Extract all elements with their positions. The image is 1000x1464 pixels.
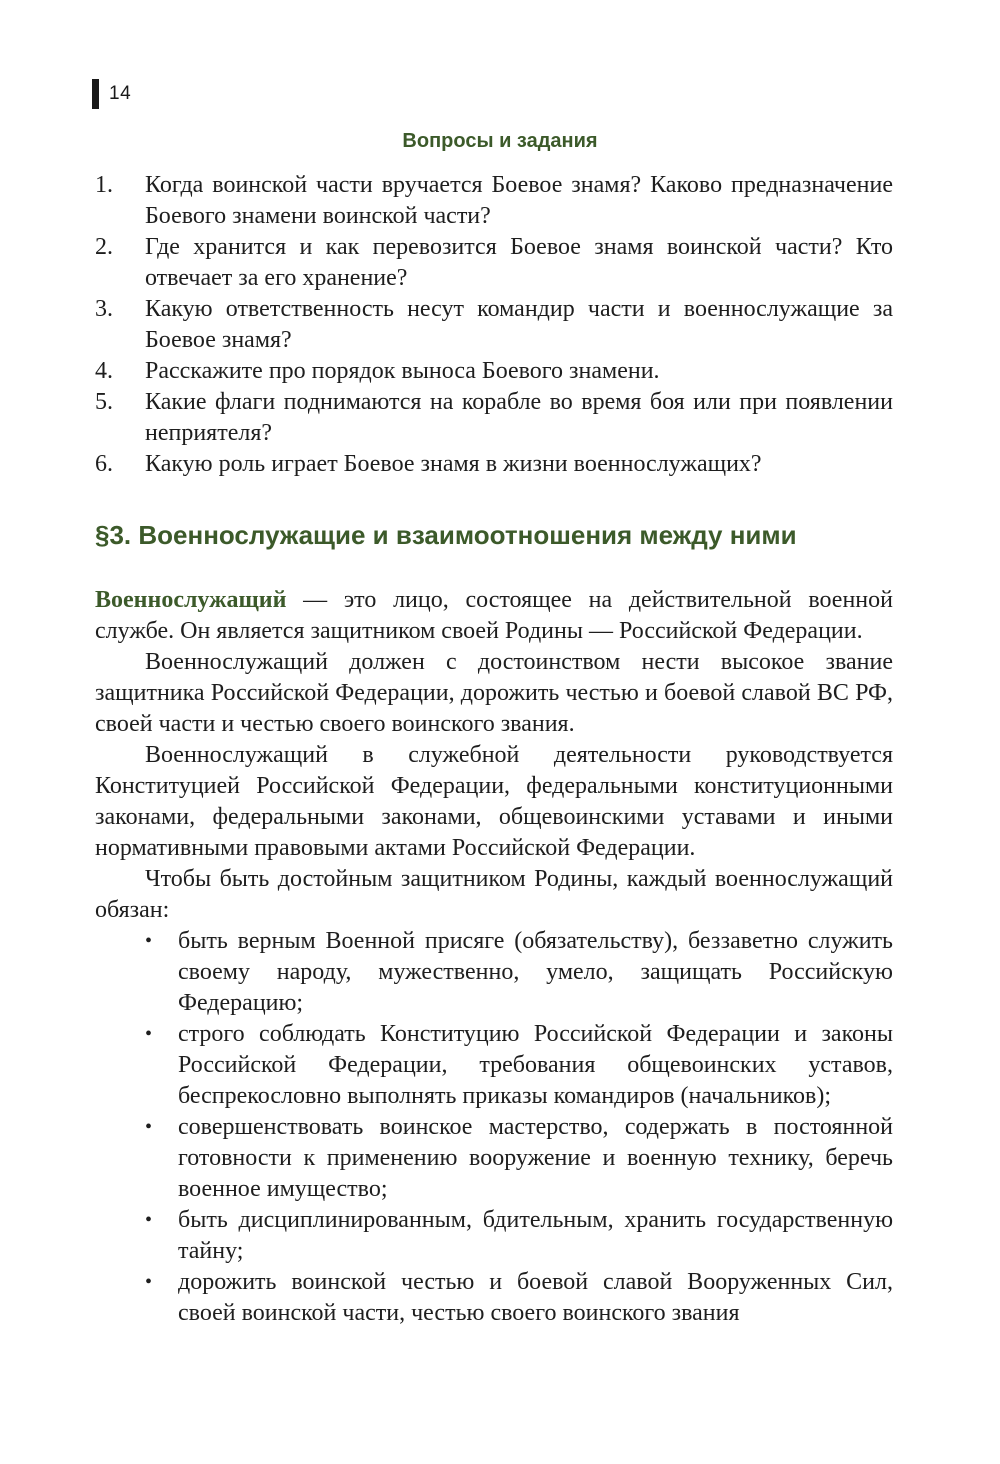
bullet-icon: • — [145, 930, 153, 952]
question-number: 6. — [95, 451, 113, 477]
question-item — [95, 294, 893, 356]
body-paragraph: Военнослужащий должен с достоинством нести высокое звание защитника Российской Федерации, дорожить честью и боевой славой ВС РФ, своей части и честью своего воинского звания. — [95, 649, 893, 737]
page-number — [92, 80, 131, 108]
duty-item — [145, 926, 893, 1019]
question-item — [95, 170, 893, 232]
definition-paragraph — [95, 585, 893, 647]
question-number: 5. — [95, 389, 113, 415]
question-item — [95, 449, 893, 480]
questions-title: Вопросы и задания — [402, 130, 598, 152]
duty-text: совершенствовать воинское мастерство, содержать в постоянной готовности к применению вооружение и военную технику, беречь военное имущество; — [178, 1114, 893, 1202]
question-number: 2. — [95, 234, 113, 260]
question-number: 3. — [95, 296, 113, 322]
question-text: Какую роль играет Боевое знамя в жизни военнослужащих? — [145, 451, 762, 477]
duty-text: быть верным Военной присяге (обязательству), беззаветно служить своему народу, мужественно, умело, защищать Российскую Федерацию; — [178, 928, 893, 1016]
question-number: 1. — [95, 172, 113, 198]
question-text: Где хранится и как перевозится Боевое знамя воинской части? Кто отвечает за его хранение? — [145, 234, 893, 291]
bullet-icon: • — [145, 1023, 153, 1045]
bullet-icon: • — [145, 1116, 153, 1138]
section-title: §3. Военнослужащие и взаимоотношения между ними — [95, 520, 797, 550]
duty-text: строго соблюдать Конституцию Российской Федерации и законы Российской Федерации, требования общевоинских уставов, беспрекословно выполнять приказы командиров (начальников); — [178, 1021, 893, 1109]
question-text: Какую ответственность несут командир части и военнослужащие за Боевое знамя? — [145, 296, 893, 353]
duty-item — [145, 1112, 893, 1205]
duty-text: быть дисциплинированным, бдительным, хранить государственную тайну; — [178, 1207, 893, 1264]
duty-item — [145, 1205, 893, 1267]
section-body — [95, 585, 893, 1329]
bullet-icon: • — [145, 1209, 153, 1231]
question-text: Когда воинской части вручается Боевое знамя? Каково предназначение Боевого знамени воинской части? — [145, 172, 893, 229]
question-item — [95, 387, 893, 449]
defined-term: Военнослужащий — [95, 587, 287, 613]
question-text: Расскажите про порядок выноса Боевого знамени. — [145, 358, 660, 384]
question-item — [95, 356, 893, 387]
bullet-icon: • — [145, 1271, 153, 1293]
duty-item — [145, 1267, 893, 1329]
body-paragraph: Военнослужащий в служебной деятельности руководствуется Конституцией Российской Федерации, федеральными конституционными законами, федеральными законами, общевоинскими уставами и иными нормативными правовыми актами Российской Федерации. — [95, 742, 893, 861]
definition-text: — это лицо, состоящее на действительной военной службе. Он является защитником своей Родины — Российской Федерации. — [95, 587, 893, 644]
question-item — [95, 232, 893, 294]
question-number: 4. — [95, 358, 113, 384]
questions-list — [95, 170, 893, 480]
page-number-text: 14 — [109, 83, 132, 104]
body-paragraph: Чтобы быть достойным защитником Родины, каждый военнослужащий обязан: — [95, 866, 893, 923]
question-text: Какие флаги поднимаются на корабле во время боя или при появлении неприятеля? — [145, 389, 893, 446]
page-number-bar — [92, 79, 99, 109]
duty-item — [145, 1019, 893, 1112]
duty-text: дорожить воинской честью и боевой славой Вооруженных Сил, своей воинской части, честью своего воинского звания — [178, 1269, 893, 1326]
duties-list — [95, 926, 893, 1329]
